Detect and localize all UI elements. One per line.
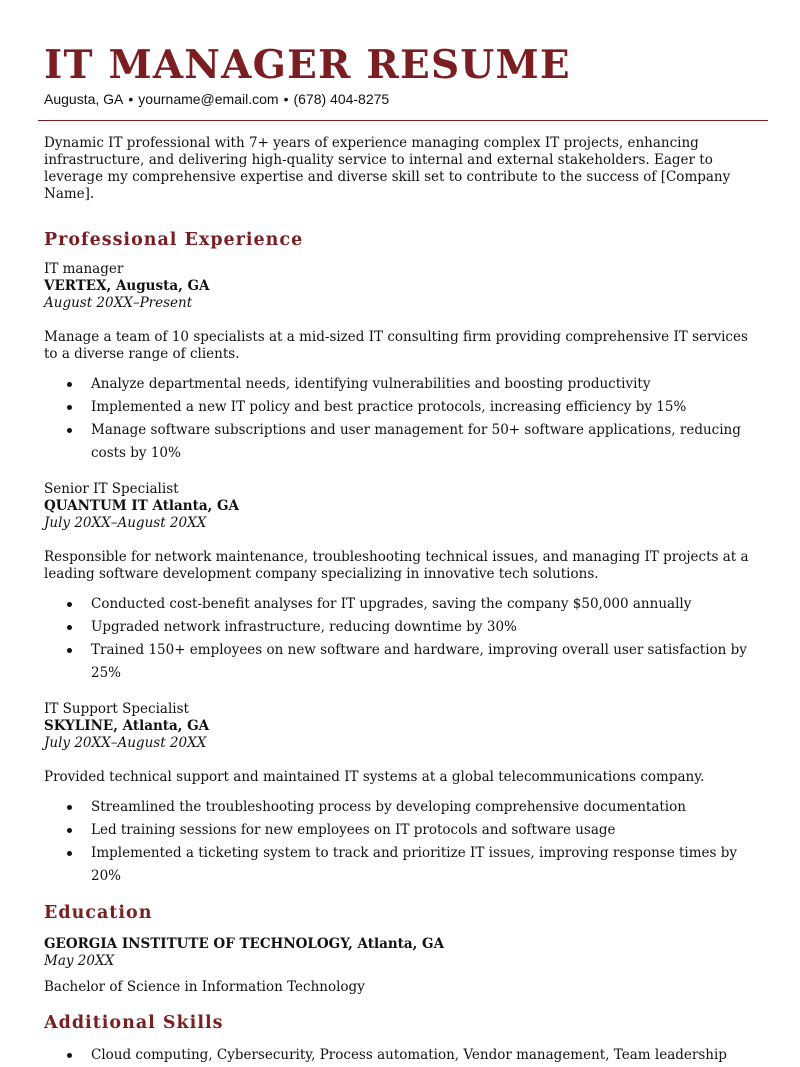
job-bullet: Trained 150+ employees on new software and hardware, improving overall user satisfaction by 25% [44, 639, 756, 685]
job-company: QUANTUM IT Atlanta, GA [44, 498, 240, 514]
skills-list [44, 1044, 756, 1067]
job-bullet-list [44, 796, 756, 888]
resume-title: IT MANAGER RESUME [44, 42, 571, 88]
job-company: SKYLINE, Atlanta, GA [44, 718, 210, 734]
resume-header [0, 0, 800, 108]
job-dates: July 20XX–August 20XX [44, 515, 207, 531]
education-school: GEORGIA INSTITUTE OF TECHNOLOGY, Atlanta, GA [44, 936, 445, 952]
job-bullet: Implemented a new IT policy and best practice protocols, increasing efficiency by 15% [44, 396, 756, 419]
job-bullet: Analyze departmental needs, identifying vulnerabilities and boosting productivity [44, 373, 756, 396]
job-bullet-list [44, 373, 756, 465]
education-section-title: Education [44, 903, 153, 923]
job-role: Senior IT Specialist [44, 481, 179, 497]
job-company: VERTEX, Augusta, GA [44, 278, 210, 294]
header-divider [38, 120, 768, 121]
job-bullet: Streamlined the troubleshooting process by developing comprehensive documentation [44, 796, 756, 819]
experience-section-title: Professional Experience [44, 230, 304, 250]
job-description: Manage a team of 10 specialists at a mid-sized IT consulting firm providing comprehensive IT services to a diverse range of clients. [44, 329, 748, 362]
job-bullet: Manage software subscriptions and user management for 50+ software applications, reducing costs by 10% [44, 419, 756, 465]
summary-paragraph: Dynamic IT professional with 7+ years of experience managing complex IT projects, enhancing infrastructure, and delivering high-quality service to internal and external stakeholders. Eager to leverage my comprehensive expertise and diverse skill set to contribute to the success of [Company Name]. [44, 135, 731, 202]
education-date: May 20XX [44, 953, 115, 969]
contact-location: Augusta, GA [44, 91, 124, 107]
job-dates: August 20XX–Present [44, 295, 193, 311]
job-bullet-list [44, 593, 756, 685]
job-bullet: Implemented a ticketing system to track and prioritize IT issues, improving response times by 20% [44, 842, 756, 888]
job-bullet: Conducted cost-benefit analyses for IT upgrades, saving the company $50,000 annually [44, 593, 756, 616]
job-description: Responsible for network maintenance, troubleshooting technical issues, and managing IT projects at a leading software development company specializing in innovative tech solutions. [44, 549, 749, 582]
job-role: IT manager [44, 261, 124, 277]
job-bullet: Upgraded network infrastructure, reducing downtime by 30% [44, 616, 756, 639]
contact-separator: • [128, 91, 134, 107]
job-entry [44, 481, 756, 685]
skills-section-title: Additional Skills [44, 1013, 224, 1033]
contact-email[interactable]: yourname@email.com [138, 91, 279, 107]
job-bullet: Led training sessions for new employees on IT protocols and software usage [44, 819, 756, 842]
resume-body [0, 135, 800, 1067]
education-degree: Bachelor of Science in Information Technology [44, 979, 365, 995]
contact-line [44, 90, 756, 108]
job-role: IT Support Specialist [44, 701, 189, 717]
job-dates: July 20XX–August 20XX [44, 735, 207, 751]
skills-bullet: Cloud computing, Cybersecurity, Process automation, Vendor management, Team leadership [44, 1044, 756, 1067]
job-description: Provided technical support and maintained IT systems at a global telecommunications company. [44, 769, 705, 785]
contact-phone[interactable]: (678) 404-8275 [293, 91, 390, 107]
contact-separator: • [283, 91, 289, 107]
job-entry [44, 261, 756, 465]
job-entry [44, 701, 756, 888]
education-entry [44, 936, 756, 996]
